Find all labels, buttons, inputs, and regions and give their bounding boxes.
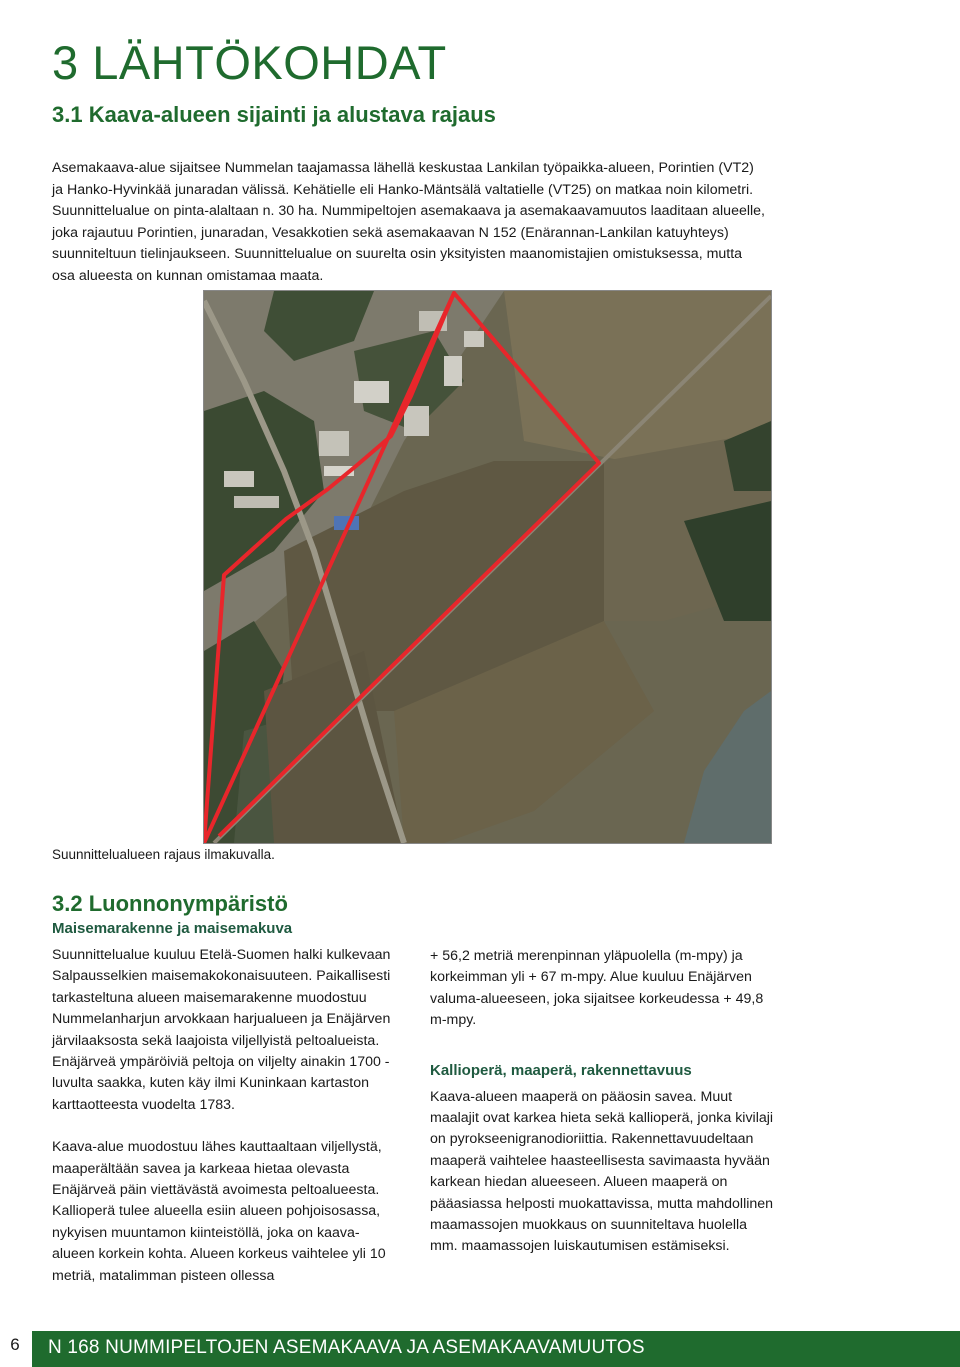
intro-paragraph: Asemakaava-alue sijaitsee Nummelan taajamassa lähellä keskustaa Lankilan työpaikka-alueen, Porintien (VT2) ja Hanko-Hyvinkää junaradan välissä. Kehätielle eli Hanko-Mäntsälä valtatielle (VT25) on matkaa noin kilometri. Suunnittelualue on pinta-alaltaan n. 30 ha. Nummipeltojen asemakaava ja asemakaavamuutos laaditaan alueelle, joka rajautuu Porintien, junaradan, Vesakkotien sekä asemakaavan N 152 (Enärannan-Lankilan katuyhteys) suunniteltuun tielinjaukseen. Suunnittelualue on suurelta osin yksityisten maanomistajien omistuksessa, mutta osa alueesta on kunnan omistamaa maata. — [52, 160, 765, 284]
section-title-nature: 3.2 Luonnonympäristö — [52, 891, 288, 917]
chapter-title: 3 LÄHTÖKOHDAT — [52, 36, 447, 90]
bedrock-paragraph: Kaava-alueen maaperä on pääosin savea. Muut maalajit ovat karkea hieta sekä kallioperä, jonka kivilaji on pyrokseenigranodioriittia. Rakennettavuudeltaan maaperä vaihtelee haasteellisesta savimaasta hyvään karkean hiedan alueeseen. Alueen maaperä on pääasiassa helposti muokattavissa, mutta mahdollinen maamassojen muokkaus on suunniteltava huolella mm. maamassojen luiskautumisen estämiseksi. — [430, 1088, 774, 1255]
image-caption: Suunnittelualueen rajaus ilmakuvalla. — [52, 847, 275, 862]
aerial-photo-map — [204, 291, 771, 843]
aerial-photo — [203, 290, 772, 844]
section-title-location: 3.1 Kaava-alueen sijainti ja alustava rajaus — [52, 102, 496, 128]
subheading-landscape: Maisemarakenne ja maisemakuva — [52, 920, 293, 937]
landscape-paragraph-2: Kaava-alue muodostuu lähes kauttaaltaan viljellystä, maaperältään savea ja karkeaa hietaa olevasta Enäjärveä päin viettävästä avoimesta peltoalueesta. Kallioperä tulee alueella esiin alueen pohjoisosassa, nykyisen muuntamon kiinteistöllä, joka on kaava-alueen korkein kohta. Alueen korkeus vaihtelee yli 10 metriä, matalimman pisteen ollessa — [52, 1139, 386, 1284]
page-number: 6 — [10, 1335, 20, 1354]
landscape-paragraph-3: + 56,2 metriä merenpinnan yläpuolella (m-mpy) ja korkeimman yli + 67 m-mpy. Alue kuuluu Enäjärven valuma-alueeseen, joka sijaitsee korkeudessa + 49,8 m-mpy. — [430, 948, 764, 1029]
left-column — [52, 920, 397, 1287]
footer-bar — [32, 1331, 960, 1367]
right-column — [430, 946, 775, 1258]
landscape-paragraph-1: Suunnittelualue kuuluu Etelä-Suomen halki kulkevaan Salpausselkien maisemakokonaisuuteen. Paikallisesti tarkasteltuna alueen maisemarakenne muodostuu Nummelanharjun arvokkaan harjualueen ja Enäjärven järvilaaksosta sekä laajoista viljellyistä peltoalueista. Enäjärveä ympäröiviä peltoja on viljelty ainakin 1700 -luvulta saakka, kuten käy ilmi Kuninkaan kartaston karttaotteesta vuodelta 1783. — [52, 947, 391, 1113]
footer-title: N 168 NUMMIPELTOJEN ASEMAKAAVA JA ASEMAKAAVAMUUTOS — [48, 1337, 645, 1358]
subheading-bedrock: Kallioperä, maaperä, rakennettavuus — [430, 1061, 692, 1079]
